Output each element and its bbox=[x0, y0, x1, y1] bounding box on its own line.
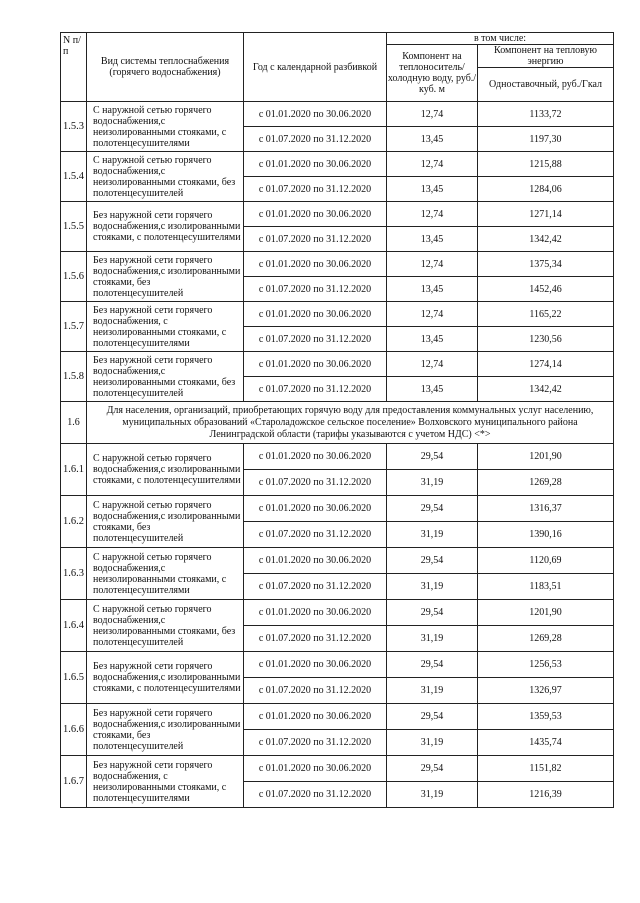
group-text: Для населения, организаций, приобретающих горячую воду для предоставления коммунальных услуг населению, муниципальных образований «Староладожское сельское поселение» Волховского муниципального района Ленинградской области (тарифы указываются с учетом НДС) <*> bbox=[87, 402, 614, 444]
table-row bbox=[61, 444, 614, 470]
tariff-table bbox=[60, 32, 614, 808]
system-type: Без наружной сети горячего водоснабжения, с неизолированными стояками, с полотенцесушителями bbox=[87, 302, 244, 352]
energy-value: 1326,97 bbox=[478, 678, 614, 704]
carrier-value: 12,74 bbox=[387, 252, 478, 277]
row-num: 1.5.4 bbox=[61, 152, 87, 202]
system-type: Без наружной сети горячего водоснабжения,с изолированными стояками, без полотенцесушителей bbox=[87, 252, 244, 302]
row-num: 1.5.8 bbox=[61, 352, 87, 402]
period-second-half: с 01.07.2020 по 31.12.2020 bbox=[244, 522, 387, 548]
header-including: в том числе: bbox=[387, 33, 614, 45]
system-type: Без наружной сети горячего водоснабжения,с изолированными стояками, с полотенцесушителями bbox=[87, 652, 244, 704]
system-type: С наружной сетью горячего водоснабжения,с изолированными стояками, с полотенцесушителями bbox=[87, 444, 244, 496]
carrier-value: 29,54 bbox=[387, 756, 478, 782]
system-type: С наружной сетью горячего водоснабжения,с неизолированными стояками, с полотенцесушителями bbox=[87, 548, 244, 600]
energy-value: 1230,56 bbox=[478, 327, 614, 352]
period-second-half: с 01.07.2020 по 31.12.2020 bbox=[244, 470, 387, 496]
period-second-half: с 01.07.2020 по 31.12.2020 bbox=[244, 730, 387, 756]
period-second-half: с 01.07.2020 по 31.12.2020 bbox=[244, 782, 387, 808]
energy-value: 1342,42 bbox=[478, 377, 614, 402]
period-second-half: с 01.07.2020 по 31.12.2020 bbox=[244, 327, 387, 352]
period-second-half: с 01.07.2020 по 31.12.2020 bbox=[244, 626, 387, 652]
period-first-half: с 01.01.2020 по 30.06.2020 bbox=[244, 496, 387, 522]
row-num: 1.6.3 bbox=[61, 548, 87, 600]
row-num: 1.5.3 bbox=[61, 102, 87, 152]
period-first-half: с 01.01.2020 по 30.06.2020 bbox=[244, 756, 387, 782]
system-type: С наружной сетью горячего водоснабжения,с неизолированными стояками, без полотенцесушителей bbox=[87, 152, 244, 202]
energy-value: 1201,90 bbox=[478, 444, 614, 470]
carrier-value: 13,45 bbox=[387, 227, 478, 252]
table-row bbox=[61, 756, 614, 782]
table-row bbox=[61, 302, 614, 327]
carrier-value: 31,19 bbox=[387, 522, 478, 548]
header-system: Вид системы теплоснабжения (горячего водоснабжения) bbox=[87, 33, 244, 102]
system-type: С наружной сетью горячего водоснабжения,с неизолированными стояками, с полотенцесушителями bbox=[87, 102, 244, 152]
carrier-value: 29,54 bbox=[387, 652, 478, 678]
energy-value: 1133,72 bbox=[478, 102, 614, 127]
energy-value: 1269,28 bbox=[478, 626, 614, 652]
table-row bbox=[61, 252, 614, 277]
system-type: Без наружной сети горячего водоснабжения,с неизолированными стояками, без полотенцесушителей bbox=[87, 352, 244, 402]
carrier-value: 31,19 bbox=[387, 626, 478, 652]
period-first-half: с 01.01.2020 по 30.06.2020 bbox=[244, 704, 387, 730]
header-carrier: Компонент на теплоноситель/холодную воду, руб./куб. м bbox=[387, 45, 478, 102]
row-num: 1.5.6 bbox=[61, 252, 87, 302]
period-second-half: с 01.07.2020 по 31.12.2020 bbox=[244, 377, 387, 402]
header-single: Одноставочный, руб./Гкал bbox=[478, 68, 614, 102]
carrier-value: 13,45 bbox=[387, 177, 478, 202]
energy-value: 1390,16 bbox=[478, 522, 614, 548]
tariff-document bbox=[60, 32, 613, 808]
table-group-row bbox=[61, 402, 614, 444]
period-first-half: с 01.01.2020 по 30.06.2020 bbox=[244, 352, 387, 377]
row-num: 1.6.7 bbox=[61, 756, 87, 808]
table-row bbox=[61, 202, 614, 227]
header-period: Год с календарной разбивкой bbox=[244, 33, 387, 102]
table-row bbox=[61, 496, 614, 522]
energy-value: 1284,06 bbox=[478, 177, 614, 202]
energy-value: 1183,51 bbox=[478, 574, 614, 600]
table-row bbox=[61, 704, 614, 730]
row-num: 1.6.1 bbox=[61, 444, 87, 496]
period-first-half: с 01.01.2020 по 30.06.2020 bbox=[244, 600, 387, 626]
carrier-value: 31,19 bbox=[387, 470, 478, 496]
energy-value: 1269,28 bbox=[478, 470, 614, 496]
period-first-half: с 01.01.2020 по 30.06.2020 bbox=[244, 548, 387, 574]
energy-value: 1215,88 bbox=[478, 152, 614, 177]
table-row bbox=[61, 548, 614, 574]
carrier-value: 29,54 bbox=[387, 496, 478, 522]
row-num: 1.6.6 bbox=[61, 704, 87, 756]
system-type: Без наружной сети горячего водоснабжения,с изолированными стояками, без полотенцесушителей bbox=[87, 704, 244, 756]
carrier-value: 31,19 bbox=[387, 730, 478, 756]
table-row bbox=[61, 600, 614, 626]
period-second-half: с 01.07.2020 по 31.12.2020 bbox=[244, 127, 387, 152]
energy-value: 1452,46 bbox=[478, 277, 614, 302]
carrier-value: 29,54 bbox=[387, 704, 478, 730]
energy-value: 1316,37 bbox=[478, 496, 614, 522]
carrier-value: 31,19 bbox=[387, 678, 478, 704]
carrier-value: 12,74 bbox=[387, 152, 478, 177]
energy-value: 1165,22 bbox=[478, 302, 614, 327]
energy-value: 1197,30 bbox=[478, 127, 614, 152]
table-row bbox=[61, 352, 614, 377]
period-second-half: с 01.07.2020 по 31.12.2020 bbox=[244, 574, 387, 600]
period-second-half: с 01.07.2020 по 31.12.2020 bbox=[244, 678, 387, 704]
row-num: 1.6.5 bbox=[61, 652, 87, 704]
carrier-value: 29,54 bbox=[387, 600, 478, 626]
energy-value: 1151,82 bbox=[478, 756, 614, 782]
row-num: 1.6.2 bbox=[61, 496, 87, 548]
group-num: 1.6 bbox=[61, 402, 87, 444]
system-type: С наружной сетью горячего водоснабжения,с неизолированными стояками, без полотенцесушителей bbox=[87, 600, 244, 652]
period-second-half: с 01.07.2020 по 31.12.2020 bbox=[244, 277, 387, 302]
system-type: Без наружной сети горячего водоснабжения,с изолированными стояками, с полотенцесушителями bbox=[87, 202, 244, 252]
carrier-value: 12,74 bbox=[387, 102, 478, 127]
system-type: С наружной сетью горячего водоснабжения,с изолированными стояками, без полотенцесушителей bbox=[87, 496, 244, 548]
header-num: N п/п bbox=[61, 33, 87, 102]
energy-value: 1256,53 bbox=[478, 652, 614, 678]
period-first-half: с 01.01.2020 по 30.06.2020 bbox=[244, 252, 387, 277]
header-energy: Компонент на тепловую энергию bbox=[478, 45, 614, 68]
carrier-value: 29,54 bbox=[387, 444, 478, 470]
energy-value: 1342,42 bbox=[478, 227, 614, 252]
energy-value: 1435,74 bbox=[478, 730, 614, 756]
period-first-half: с 01.01.2020 по 30.06.2020 bbox=[244, 102, 387, 127]
energy-value: 1375,34 bbox=[478, 252, 614, 277]
system-type: Без наружной сети горячего водоснабжения, с неизолированными стояками, с полотенцесушителями bbox=[87, 756, 244, 808]
table-body-section-1-5 bbox=[61, 102, 614, 402]
period-second-half: с 01.07.2020 по 31.12.2020 bbox=[244, 227, 387, 252]
carrier-value: 12,74 bbox=[387, 202, 478, 227]
period-first-half: с 01.01.2020 по 30.06.2020 bbox=[244, 652, 387, 678]
table-row bbox=[61, 102, 614, 127]
table-body-section-1-6 bbox=[61, 444, 614, 808]
period-first-half: с 01.01.2020 по 30.06.2020 bbox=[244, 152, 387, 177]
table-header bbox=[61, 33, 614, 102]
carrier-value: 12,74 bbox=[387, 352, 478, 377]
period-second-half: с 01.07.2020 по 31.12.2020 bbox=[244, 177, 387, 202]
carrier-value: 31,19 bbox=[387, 574, 478, 600]
carrier-value: 31,19 bbox=[387, 782, 478, 808]
table-row bbox=[61, 652, 614, 678]
carrier-value: 12,74 bbox=[387, 302, 478, 327]
energy-value: 1201,90 bbox=[478, 600, 614, 626]
period-first-half: с 01.01.2020 по 30.06.2020 bbox=[244, 444, 387, 470]
period-first-half: с 01.01.2020 по 30.06.2020 bbox=[244, 202, 387, 227]
row-num: 1.6.4 bbox=[61, 600, 87, 652]
energy-value: 1216,39 bbox=[478, 782, 614, 808]
period-first-half: с 01.01.2020 по 30.06.2020 bbox=[244, 302, 387, 327]
carrier-value: 13,45 bbox=[387, 327, 478, 352]
row-num: 1.5.5 bbox=[61, 202, 87, 252]
carrier-value: 13,45 bbox=[387, 127, 478, 152]
energy-value: 1359,53 bbox=[478, 704, 614, 730]
energy-value: 1271,14 bbox=[478, 202, 614, 227]
energy-value: 1120,69 bbox=[478, 548, 614, 574]
carrier-value: 13,45 bbox=[387, 377, 478, 402]
carrier-value: 29,54 bbox=[387, 548, 478, 574]
carrier-value: 13,45 bbox=[387, 277, 478, 302]
table-row bbox=[61, 152, 614, 177]
row-num: 1.5.7 bbox=[61, 302, 87, 352]
energy-value: 1274,14 bbox=[478, 352, 614, 377]
